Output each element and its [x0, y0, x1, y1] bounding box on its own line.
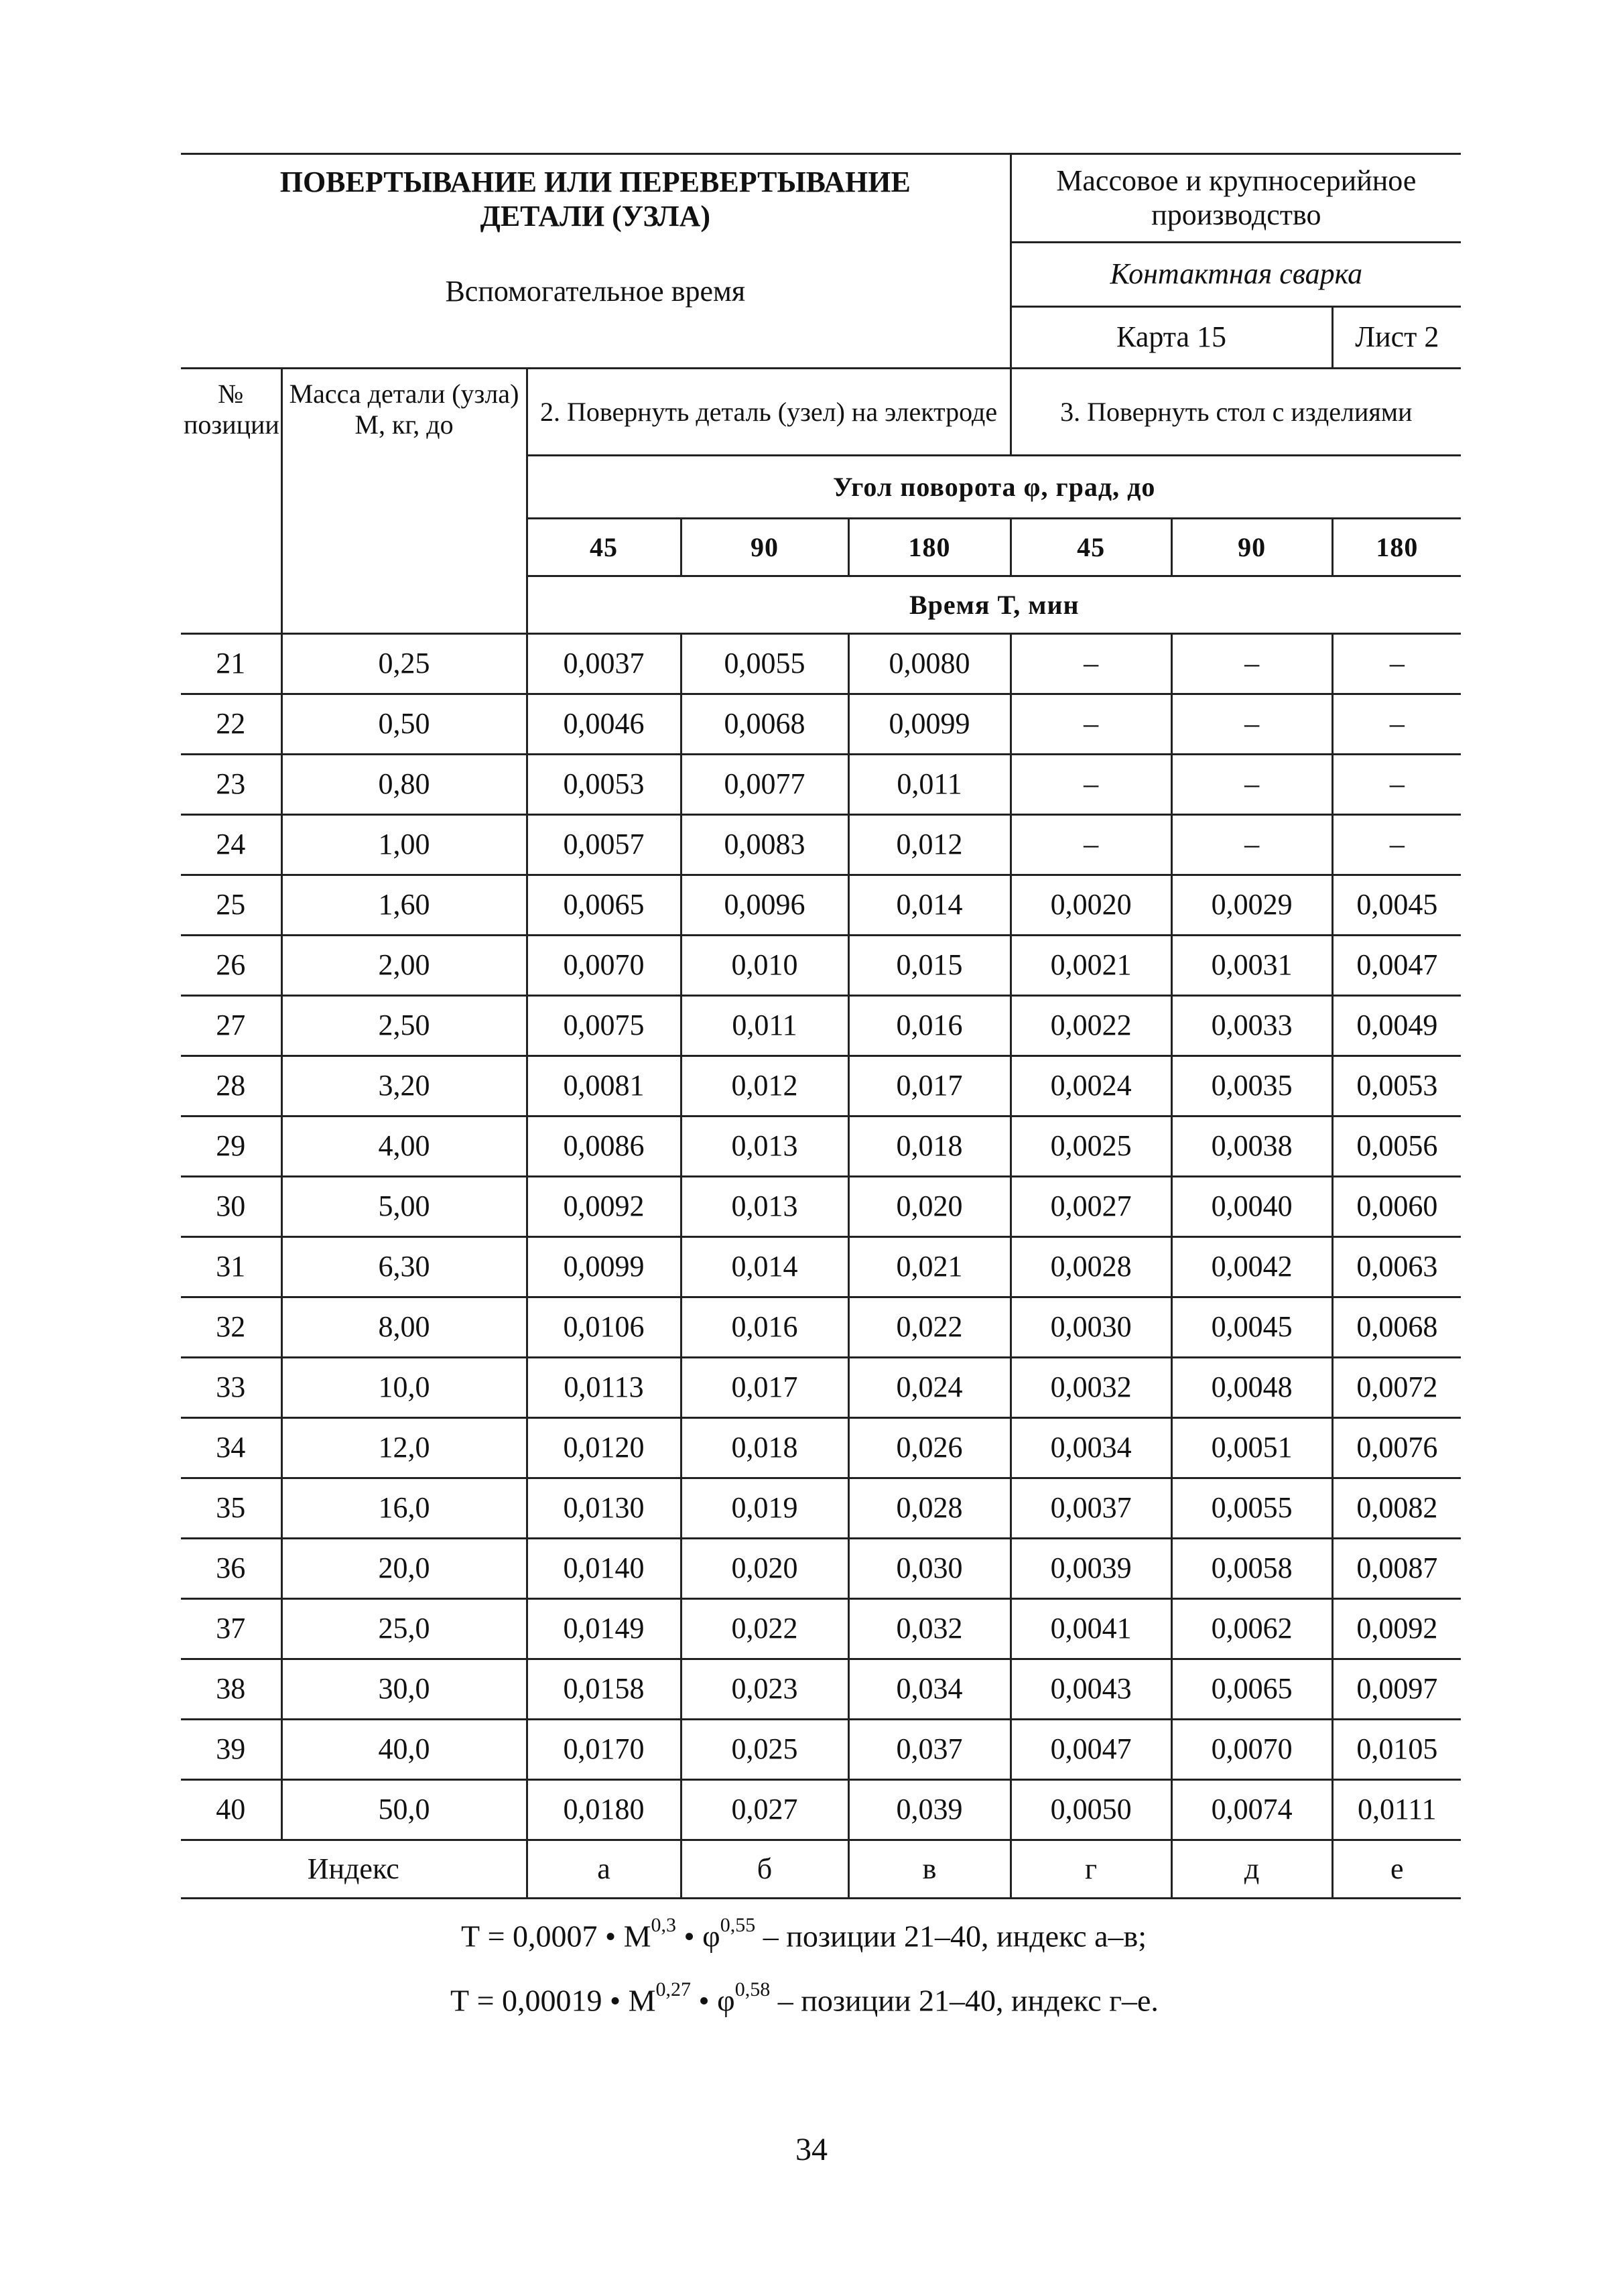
position-cell: 39	[181, 1720, 281, 1780]
time-value-cell: 0,026	[848, 1418, 1011, 1478]
table-row	[181, 1720, 1461, 1780]
time-value-cell: 0,0106	[527, 1297, 681, 1358]
time-value-cell: 0,0025	[1011, 1117, 1171, 1177]
formula-1-prefix: Т = 0,0007 • М	[461, 1919, 651, 1954]
time-value-cell: –	[1011, 755, 1171, 815]
time-value-cell: 0,0055	[1171, 1478, 1332, 1539]
time-value-cell: 0,0068	[681, 694, 848, 755]
index-letter: г	[1011, 1840, 1171, 1899]
mass-cell: 25,0	[281, 1599, 527, 1659]
time-value-cell: 0,027	[681, 1780, 848, 1840]
table-row	[181, 1177, 1461, 1237]
time-value-cell: 0,0033	[1171, 996, 1332, 1056]
table-row	[181, 936, 1461, 996]
time-value-cell: 0,0099	[527, 1237, 681, 1297]
time-value-cell: 0,0076	[1332, 1418, 1461, 1478]
position-cell: 24	[181, 815, 281, 875]
time-value-cell: –	[1332, 815, 1461, 875]
time-value-cell: 0,012	[848, 815, 1011, 875]
time-value-cell: 0,0043	[1011, 1659, 1171, 1720]
mass-cell: 16,0	[281, 1478, 527, 1539]
position-cell: 22	[181, 694, 281, 755]
formula-2-suffix: – позиции 21–40, индекс г–е.	[770, 1983, 1159, 2018]
mass-cell: 1,60	[281, 875, 527, 936]
mass-cell: 0,25	[281, 634, 527, 694]
page-number: 34	[795, 2132, 828, 2167]
time-value-cell: 0,039	[848, 1780, 1011, 1840]
mass-cell: 5,00	[281, 1177, 527, 1237]
card-title-line2: ДЕТАЛИ (УЗЛА)	[480, 199, 710, 233]
time-value-cell: 0,025	[681, 1720, 848, 1780]
time-value-cell: 0,0024	[1011, 1056, 1171, 1117]
table-row	[181, 875, 1461, 936]
time-value-cell: 0,0060	[1332, 1177, 1461, 1237]
time-value-cell: 0,013	[681, 1177, 848, 1237]
mass-cell: 0,80	[281, 755, 527, 815]
time-value-cell: 0,034	[848, 1659, 1011, 1720]
time-value-cell: 0,0031	[1171, 936, 1332, 996]
norms-table	[181, 153, 1461, 1899]
time-value-cell: 0,0058	[1171, 1539, 1332, 1599]
time-value-cell: 0,0037	[1011, 1478, 1171, 1539]
time-value-cell: 0,0111	[1332, 1780, 1461, 1840]
time-header: Время Т, мин	[527, 576, 1461, 634]
time-value-cell: 0,018	[681, 1418, 848, 1478]
position-cell: 27	[181, 996, 281, 1056]
time-value-cell: 0,0051	[1171, 1418, 1332, 1478]
table-row	[181, 996, 1461, 1056]
position-cell: 31	[181, 1237, 281, 1297]
header-row-4	[181, 369, 1461, 456]
time-value-cell: –	[1011, 634, 1171, 694]
time-value-cell: 0,0022	[1011, 996, 1171, 1056]
time-value-cell: 0,011	[681, 996, 848, 1056]
position-cell: 36	[181, 1539, 281, 1599]
time-value-cell: 0,019	[681, 1478, 848, 1539]
time-value-cell: 0,0130	[527, 1478, 681, 1539]
table-row	[181, 815, 1461, 875]
formula-2-exp-angle: 0,58	[734, 1978, 771, 2000]
time-value-cell: 0,0096	[681, 875, 848, 936]
table-row	[181, 1659, 1461, 1720]
angle-cell: 90	[681, 519, 848, 576]
position-cell: 32	[181, 1297, 281, 1358]
time-value-cell: 0,0180	[527, 1780, 681, 1840]
time-value-cell: 0,011	[848, 755, 1011, 815]
time-value-cell: 0,0056	[1332, 1117, 1461, 1177]
index-label: Индекс	[181, 1840, 527, 1899]
time-value-cell: 0,032	[848, 1599, 1011, 1659]
time-value-cell: 0,0039	[1011, 1539, 1171, 1599]
time-value-cell: –	[1171, 755, 1332, 815]
time-value-cell: 0,0097	[1332, 1659, 1461, 1720]
card-title-line1: ПОВЕРТЫВАНИЕ ИЛИ ПЕРЕВЕРТЫВАНИЕ	[279, 166, 911, 198]
time-value-cell: 0,0065	[527, 875, 681, 936]
mass-cell: 40,0	[281, 1720, 527, 1780]
time-value-cell: 0,017	[848, 1056, 1011, 1117]
time-value-cell: 0,0049	[1332, 996, 1461, 1056]
time-value-cell: 0,013	[681, 1117, 848, 1177]
mass-header: Масса детали (узла) М, кг, до	[281, 369, 527, 634]
formula-2-prefix: Т = 0,00019 • М	[450, 1983, 656, 2018]
time-value-cell: 0,030	[848, 1539, 1011, 1599]
time-value-cell: 0,0075	[527, 996, 681, 1056]
group-turn-table-header: 3. Повернуть стол с изделиями	[1011, 369, 1461, 456]
angle-cell: 45	[527, 519, 681, 576]
formula-1-exp-mass: 0,3	[651, 1914, 677, 1936]
mass-cell: 4,00	[281, 1117, 527, 1177]
mass-cell: 10,0	[281, 1358, 527, 1418]
time-value-cell: 0,0140	[527, 1539, 681, 1599]
time-value-cell: 0,0038	[1171, 1117, 1332, 1177]
table-row	[181, 1056, 1461, 1117]
mass-cell: 1,00	[281, 815, 527, 875]
time-value-cell: 0,0080	[848, 634, 1011, 694]
time-value-cell: 0,0092	[527, 1177, 681, 1237]
time-value-cell: –	[1011, 815, 1171, 875]
time-value-cell: 0,0065	[1171, 1659, 1332, 1720]
time-value-cell: 0,0068	[1332, 1297, 1461, 1358]
mass-cell: 20,0	[281, 1539, 527, 1599]
time-value-cell: 0,020	[848, 1177, 1011, 1237]
time-value-cell: 0,0047	[1011, 1720, 1171, 1780]
table-row	[181, 755, 1461, 815]
time-value-cell: 0,0055	[681, 634, 848, 694]
position-cell: 25	[181, 875, 281, 936]
time-value-cell: 0,0057	[527, 815, 681, 875]
time-value-cell: 0,0035	[1171, 1056, 1332, 1117]
index-letter: е	[1332, 1840, 1461, 1899]
table-row	[181, 1237, 1461, 1297]
time-value-cell: 0,0040	[1171, 1177, 1332, 1237]
angle-header: Угол поворота φ, град, до	[527, 456, 1461, 519]
table-row	[181, 1358, 1461, 1418]
time-value-cell: 0,0105	[1332, 1720, 1461, 1780]
time-value-cell: 0,0092	[1332, 1599, 1461, 1659]
time-value-cell: –	[1011, 694, 1171, 755]
time-value-cell: 0,0077	[681, 755, 848, 815]
position-cell: 23	[181, 755, 281, 815]
time-value-cell: 0,016	[848, 996, 1011, 1056]
mass-cell: 3,20	[281, 1056, 527, 1117]
time-value-cell: –	[1171, 815, 1332, 875]
group-turn-part-header: 2. Повернуть деталь (узел) на электроде	[527, 369, 1011, 456]
time-value-cell: 0,024	[848, 1358, 1011, 1418]
time-value-cell: –	[1332, 755, 1461, 815]
time-value-cell: 0,0053	[1332, 1056, 1461, 1117]
table-row	[181, 1539, 1461, 1599]
time-value-cell: 0,0027	[1011, 1177, 1171, 1237]
time-value-cell: 0,021	[848, 1237, 1011, 1297]
time-value-cell: 0,0047	[1332, 936, 1461, 996]
time-value-cell: 0,0046	[527, 694, 681, 755]
title-block	[181, 154, 1011, 369]
time-value-cell: 0,0028	[1011, 1237, 1171, 1297]
mass-cell: 2,00	[281, 936, 527, 996]
time-value-cell: 0,0170	[527, 1720, 681, 1780]
table-row	[181, 694, 1461, 755]
position-cell: 21	[181, 634, 281, 694]
position-cell: 34	[181, 1418, 281, 1478]
table-row	[181, 1117, 1461, 1177]
time-value-cell: 0,0063	[1332, 1237, 1461, 1297]
time-value-cell: 0,0045	[1332, 875, 1461, 936]
index-letter: в	[848, 1840, 1011, 1899]
time-value-cell: 0,0086	[527, 1117, 681, 1177]
time-value-cell: 0,0048	[1171, 1358, 1332, 1418]
mass-cell: 50,0	[281, 1780, 527, 1840]
time-value-cell: 0,0034	[1011, 1418, 1171, 1478]
time-value-cell: 0,0042	[1171, 1237, 1332, 1297]
time-value-cell: 0,0070	[1171, 1720, 1332, 1780]
time-value-cell: –	[1332, 694, 1461, 755]
time-value-cell: 0,0062	[1171, 1599, 1332, 1659]
time-value-cell: 0,0074	[1171, 1780, 1332, 1840]
production-type: Массовое и крупносерийное производство	[1011, 154, 1461, 243]
mass-cell: 0,50	[281, 694, 527, 755]
time-value-cell: 0,0030	[1011, 1297, 1171, 1358]
time-value-cell: 0,0050	[1011, 1780, 1171, 1840]
time-value-cell: 0,037	[848, 1720, 1011, 1780]
time-value-cell: 0,017	[681, 1358, 848, 1418]
time-value-cell: 0,016	[681, 1297, 848, 1358]
time-value-cell: 0,0082	[1332, 1478, 1461, 1539]
time-value-cell: 0,0149	[527, 1599, 681, 1659]
time-value-cell: 0,0045	[1171, 1297, 1332, 1358]
position-cell: 35	[181, 1478, 281, 1539]
time-value-cell: 0,0087	[1332, 1539, 1461, 1599]
mass-cell: 30,0	[281, 1659, 527, 1720]
time-value-cell: 0,015	[848, 936, 1011, 996]
angle-cell: 45	[1011, 519, 1171, 576]
table-row	[181, 1297, 1461, 1358]
time-value-cell: –	[1332, 634, 1461, 694]
card-subtitle: Вспомогательное время	[445, 275, 746, 308]
time-value-cell: 0,010	[681, 936, 848, 996]
formula-a-v	[461, 1914, 1147, 1954]
formula-1-suffix: – позиции 21–40, индекс а–в;	[755, 1919, 1147, 1954]
time-value-cell: 0,014	[681, 1237, 848, 1297]
time-value-cell: 0,0113	[527, 1358, 681, 1418]
time-value-cell: 0,023	[681, 1659, 848, 1720]
mass-cell: 2,50	[281, 996, 527, 1056]
time-value-cell: 0,022	[681, 1599, 848, 1659]
angle-cell: 180	[848, 519, 1011, 576]
position-cell: 30	[181, 1177, 281, 1237]
table-row	[181, 1780, 1461, 1840]
time-value-cell: 0,014	[848, 875, 1011, 936]
position-cell: 38	[181, 1659, 281, 1720]
position-cell: 26	[181, 936, 281, 996]
table-row	[181, 1418, 1461, 1478]
table-row	[181, 1478, 1461, 1539]
position-header: № позиции	[181, 369, 281, 634]
position-cell: 33	[181, 1358, 281, 1418]
time-value-cell: –	[1171, 694, 1332, 755]
time-value-cell: 0,012	[681, 1056, 848, 1117]
position-cell: 37	[181, 1599, 281, 1659]
mass-cell: 6,30	[281, 1237, 527, 1297]
time-value-cell: 0,0032	[1011, 1358, 1171, 1418]
card-number: Карта 15	[1011, 307, 1332, 369]
header-row-1	[181, 154, 1461, 243]
formula-g-e	[450, 1978, 1159, 2018]
time-value-cell: 0,0029	[1171, 875, 1332, 936]
time-value-cell: 0,0037	[527, 634, 681, 694]
index-letter: а	[527, 1840, 681, 1899]
formula-2-mid: • φ	[691, 1983, 735, 2018]
time-value-cell: 0,0072	[1332, 1358, 1461, 1418]
table-row	[181, 634, 1461, 694]
angle-cell: 180	[1332, 519, 1461, 576]
index-row	[181, 1840, 1461, 1899]
time-value-cell: 0,0053	[527, 755, 681, 815]
formula-2-exp-mass: 0,27	[655, 1978, 692, 2000]
time-value-cell: 0,0099	[848, 694, 1011, 755]
process-type: Контактная сварка	[1011, 243, 1461, 307]
time-value-cell: 0,022	[848, 1297, 1011, 1358]
time-value-cell: 0,0020	[1011, 875, 1171, 936]
index-letter: д	[1171, 1840, 1332, 1899]
index-letter: б	[681, 1840, 848, 1899]
time-value-cell: 0,0081	[527, 1056, 681, 1117]
time-value-cell: 0,0021	[1011, 936, 1171, 996]
mass-cell: 8,00	[281, 1297, 527, 1358]
angle-cell: 90	[1171, 519, 1332, 576]
sheet-number: Лист 2	[1332, 307, 1461, 369]
time-value-cell: –	[1171, 634, 1332, 694]
time-value-cell: 0,018	[848, 1117, 1011, 1177]
position-cell: 29	[181, 1117, 281, 1177]
table-row	[181, 1599, 1461, 1659]
position-cell: 40	[181, 1780, 281, 1840]
formula-1-mid: • φ	[676, 1919, 720, 1954]
time-value-cell: 0,020	[681, 1539, 848, 1599]
formula-1-exp-angle: 0,55	[720, 1914, 756, 1936]
time-value-cell: 0,0070	[527, 936, 681, 996]
position-cell: 28	[181, 1056, 281, 1117]
time-value-cell: 0,0120	[527, 1418, 681, 1478]
time-value-cell: 0,0083	[681, 815, 848, 875]
time-value-cell: 0,0158	[527, 1659, 681, 1720]
mass-cell: 12,0	[281, 1418, 527, 1478]
time-value-cell: 0,0041	[1011, 1599, 1171, 1659]
time-value-cell: 0,028	[848, 1478, 1011, 1539]
